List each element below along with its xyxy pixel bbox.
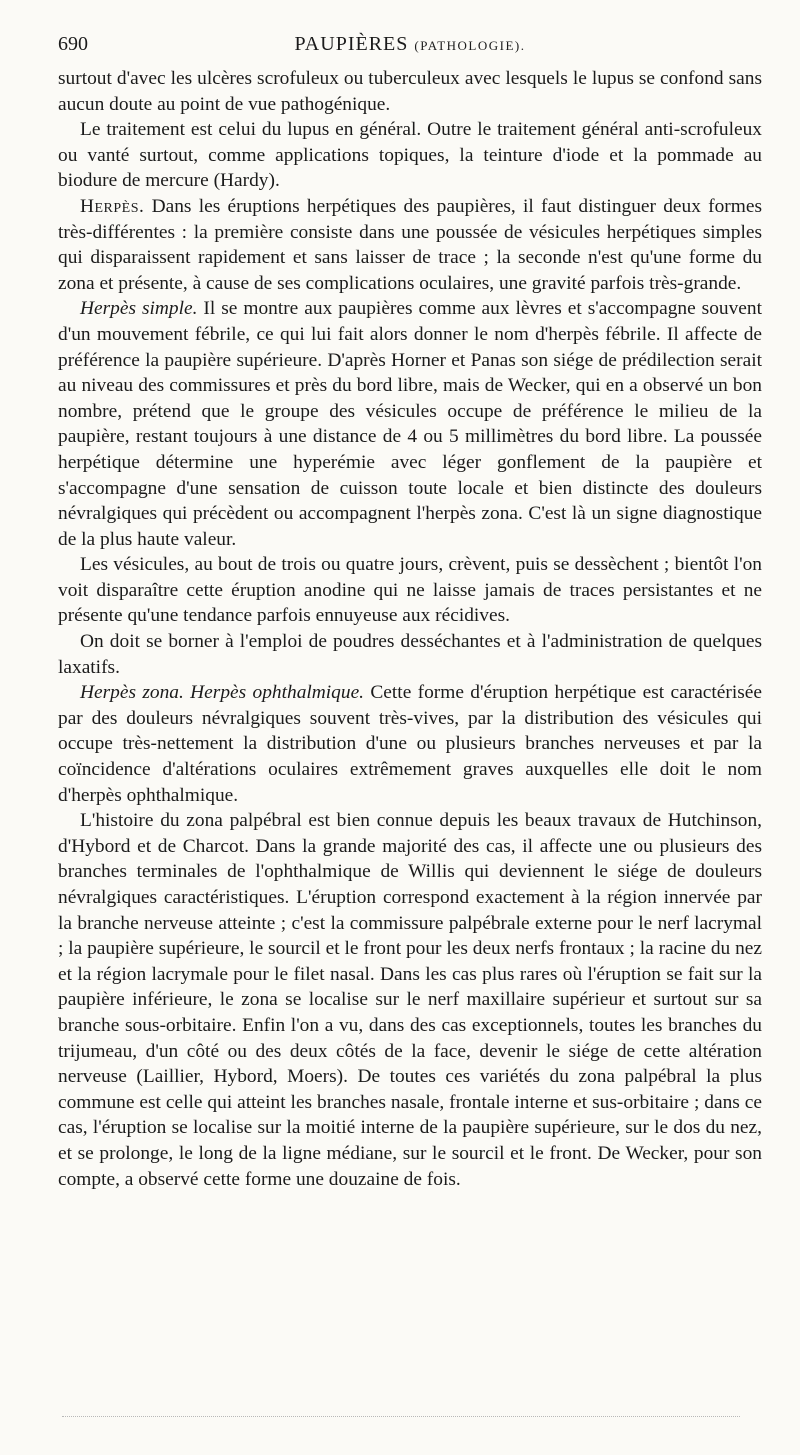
paragraph-text: Le traitement est celui du lupus en général. Outre le traitement général anti-scrofuleux ou vanté surtout, comme applications topiques, la teinture d'iode et la pommade au biodure de mercure (Hardy).	[58, 119, 762, 192]
paragraph-5	[58, 552, 762, 629]
subsection-heading: Herpès simple.	[80, 298, 198, 320]
body-text	[58, 66, 762, 1192]
page-number: 690	[58, 33, 88, 55]
paragraph-1	[58, 66, 762, 117]
paragraph-7	[58, 680, 762, 808]
running-title	[58, 30, 762, 60]
paragraph-text: On doit se borner à l'emploi de poudres desséchantes et à l'administration de quelques laxatifs.	[58, 631, 762, 678]
paragraph-4	[58, 296, 762, 552]
running-title-main: PAUPIÈRES	[294, 33, 409, 55]
paragraph-text: Cette forme d'éruption herpétique est caractérisée par des douleurs névralgiques souvent très-vives, par la distribution des vésicules qui occupe très-nettement la distribution d'une ou plusieurs branches nerveuses et par la coïncidence d'altérations oculaires extrêmement graves auxquelles elle doit le nom d'herpès ophthalmique.	[58, 682, 762, 806]
paragraph-text: Dans les éruptions herpétiques des paupières, il faut distinguer deux formes très-différentes : la première consiste dans une poussée de vésicules herpétiques simples qui disparaissent rapidement et sans laisser de trace ; la seconde n'est qu'une forme du zona et présente, à cause de ses complications oculaires, une gravité parfois très-grande.	[58, 195, 762, 294]
running-head	[58, 30, 762, 58]
bottom-divider	[62, 1416, 740, 1417]
paragraph-text: L'histoire du zona palpébral est bien connue depuis les beaux travaux de Hutchinson, d'Hybord et de Charcot. Dans la grande majorité des cas, il affecte une ou plusieurs des branches terminales de l'ophthalmique de Willis qui deviennent le siége de douleurs névralgiques caractéristiques. L'éruption correspond exactement à la région innervée par la branche nerveuse atteinte ; c'est la commissure palpébrale externe pour le nerf lacrymal ; la paupière supérieure, le sourcil et le front pour les deux nerfs frontaux ; la racine du nez et la région lacrymale pour le filet nasal. Dans les cas plus rares où l'éruption se fait sur la paupière inférieure, le zona se localise sur le nerf maxillaire supérieur et surtout sur sa branche sous-orbitaire. Enfin l'on a vu, dans des cas exceptionnels, toutes les branches du trijumeau, d'un côté ou des deux côtés de la face, devenir le siége de cette altération nerveuse (Laillier, Hybord, Moers). De toutes ces variétés du zona palpébral la plus commune est celle qui atteint les branches nasale, frontale interne et sus-orbitaire ; dans ce cas, l'éruption se localise sur la moitié interne de la paupière supérieure, sur le dos du nez, et se prolonge, le long de la ligne médiane, sur le sourcil et le front. De Wecker, pour son compte, a observé cette forme une douzaine de fois.	[58, 810, 762, 1190]
paragraph-2	[58, 117, 762, 194]
paragraph-8	[58, 808, 762, 1192]
running-title-subtitle: (PATHOLOGIE).	[414, 38, 526, 53]
subsection-heading: Herpès zona. Herpès ophthalmique.	[80, 682, 365, 704]
paragraph-3	[58, 194, 762, 296]
paragraph-text: Les vésicules, au bout de trois ou quatre jours, crèvent, puis se dessèchent ; bientôt l'on voit disparaître cette éruption anodine qui ne laisse jamais de traces persistantes et ne présente qu'une tendance parfois ennuyeuse aux récidives.	[58, 554, 762, 627]
paragraph-text: Il se montre aux paupières comme aux lèvres et s'accompagne souvent d'un mouvement fébrile, ce qui lui fait alors donner le nom d'herpès fébrile. Il affecte de préférence la paupière supérieure. D'après Horner et Panas son siége de prédilection serait au niveau des commissures et près du bord libre, mais de Wecker, qui en a observé un bon nombre, prétend que le groupe des vésicules occupe de préférence le milieu de la paupière, restant toujours à une distance de 4 ou 5 millimètres du bord libre. La poussée herpétique détermine une hyperémie avec léger gonflement de la paupière et s'accompagne d'une sensation de cuisson toute locale et bien distincte des douleurs névralgiques qui précèdent ou accompagnent l'herpès zona. C'est là un signe diagnostique de la plus haute valeur.	[58, 298, 762, 550]
paragraph-text: surtout d'avec les ulcères scrofuleux ou tuberculeux avec lesquels le lupus se confond sans aucun doute au point de vue pathogénique.	[58, 68, 762, 115]
section-heading: Herpès.	[80, 195, 145, 217]
paragraph-6	[58, 629, 762, 680]
